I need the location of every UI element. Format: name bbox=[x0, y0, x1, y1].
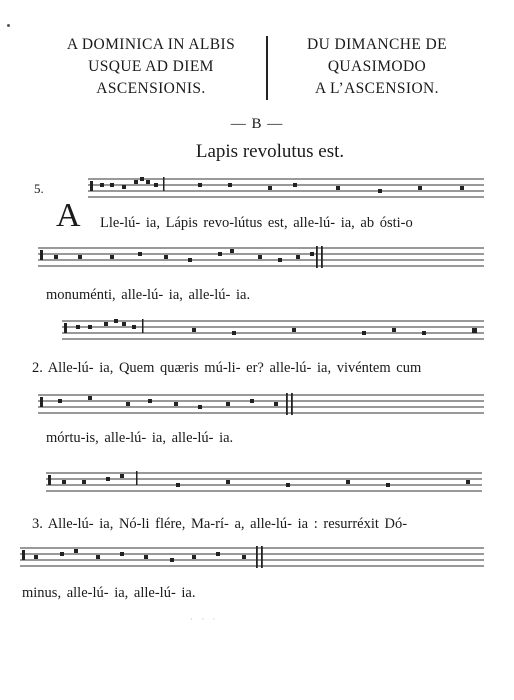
chant-staff-6 bbox=[20, 545, 484, 567]
header-latin-line: A DOMINICA IN ALBIS bbox=[66, 36, 236, 53]
chant-staff-3 bbox=[62, 318, 484, 340]
header-latin bbox=[40, 34, 262, 100]
header-french bbox=[272, 34, 482, 100]
lyric-line-6: minus, alle-lú- ia, alle-lú- ia. bbox=[22, 585, 196, 601]
chant-staff-4 bbox=[38, 392, 484, 414]
lyric-line-1: Lle-lú- ia, Lápis revo-lútus est, alle-lú- ia, ab ósti-o bbox=[100, 215, 413, 231]
header-latin-line: ASCENSIONIS. bbox=[96, 80, 206, 97]
section-letter: — B — bbox=[230, 116, 284, 132]
chant-title: Lapis revolutus est. bbox=[195, 141, 345, 162]
lyric-line-3: 2. Alle-lú- ia, Quem quæris mú-li- er? alle-lú- ia, vivéntem cum bbox=[32, 360, 422, 376]
page-speck bbox=[7, 24, 10, 27]
header-french-line: A L’ASCENSION. bbox=[315, 80, 439, 97]
lyric-line-5: 3. Alle-lú- ia, Nó-li flére, Ma-rí- a, alle-lú- ia : resurréxit Dó- bbox=[32, 516, 408, 532]
chant-staff-1 bbox=[88, 176, 484, 198]
chant-staff-5 bbox=[46, 470, 482, 492]
header-divider bbox=[266, 36, 268, 100]
header-french-line: DU DIMANCHE DE bbox=[307, 36, 447, 53]
lyric-line-2: monuménti, alle-lú- ia, alle-lú- ia. bbox=[46, 287, 251, 303]
mode-number: 5. bbox=[34, 181, 44, 196]
lyric-line-4: mórtu-is, alle-lú- ia, alle-lú- ia. bbox=[46, 430, 234, 446]
liturgical-season-header bbox=[40, 34, 480, 104]
header-french-line: QUASIMODO bbox=[327, 58, 427, 75]
page-footer: · · · bbox=[190, 614, 219, 624]
initial-letter: A bbox=[56, 197, 81, 234]
header-latin-line: USQUE AD DIEM bbox=[88, 58, 214, 75]
chant-staff-2 bbox=[38, 245, 484, 267]
